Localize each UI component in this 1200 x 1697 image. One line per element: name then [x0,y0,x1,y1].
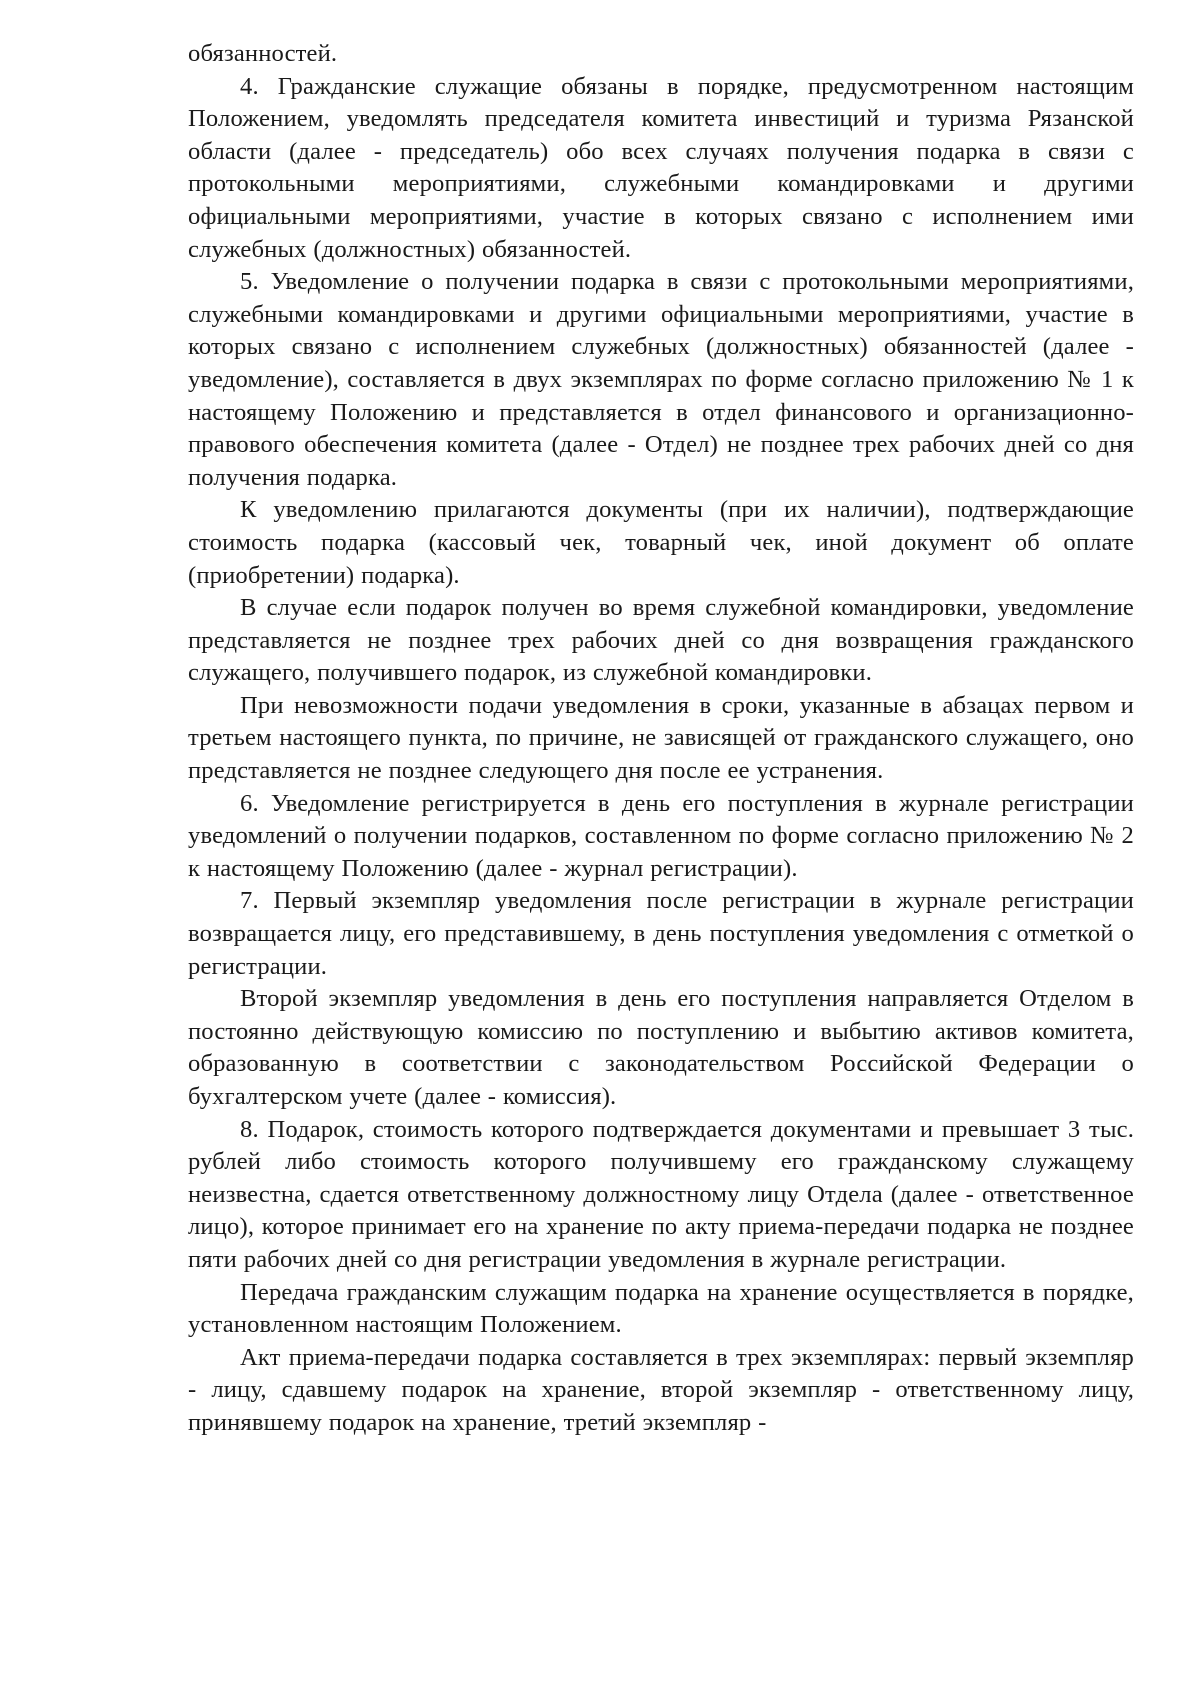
paragraph-item-6: 6. Уведомление регистрируется в день его поступления в журнале регистрации уведомлений о получении подарков, составленном по форме согласно приложению № 2 к настоящему Положению (далее - журнал регистрации). [188,789,1134,882]
paragraph-item-7: 7. Первый экземпляр уведомления после регистрации в журнале регистрации возвращается лицу, его представившему, в день поступления уведомления с отметкой о регистрации. [188,887,1134,980]
paragraph-business-trip: В случае если подарок получен во время служебной командировки, уведомление представляется не позднее трех рабочих дней со дня возвращения гражданского служащего, получившего подарок, из служебной командировки. [188,594,1134,687]
paragraph-attachments: К уведомлению прилагаются документы (при их наличии), подтверждающие стоимость подарка (кассовый чек, товарный чек, иной документ об оплате (приобретении) подарка). [188,496,1134,589]
paragraph-act: Акт приема-передачи подарка составляется в трех экземплярах: первый экземпляр - лицу, сдавшему подарок на хранение, второй экземпляр - ответственному лицу, принявшему подарок на хранение, третий экземпляр - [188,1343,1134,1436]
paragraph-continuation: обязанностей. [188,40,338,67]
paragraph-second-copy: Второй экземпляр уведомления в день его поступления направляется Отделом в постоянно действующую комиссию по поступлению и выбытию активов комитета, образованную в соответствии с законодательством Российской Федерации о бухгалтерском учете (далее - комиссия). [188,985,1134,1110]
document-body [188,38,1134,1440]
paragraph-item-8: 8. Подарок, стоимость которого подтверждается документами и превышает 3 тыс. рублей либо стоимость которого получившему его гражданскому служащему неизвестна, сдается ответственному должностному лицу Отдела (далее - ответственное лицо), которое принимает его на хранение по акту приема-передачи подарка не позднее пяти рабочих дней со дня регистрации уведомления в журнале регистрации. [188,1115,1134,1273]
paragraph-transfer: Передача гражданским служащим подарка на хранение осуществляется в порядке, установленном настоящим Положением. [188,1278,1134,1339]
paragraph-item-5: 5. Уведомление о получении подарка в связи с протокольными мероприятиями, служебными командировками и другими официальными мероприятиями, участие в которых связано с исполнением служебных (должностных) обязанностей (далее - уведомление), составляется в двух экземплярах по форме согласно приложению № 1 к настоящему Положению и представляется в отдел финансового и организационно-правового обеспечения комитета (далее - Отдел) не позднее трех рабочих дней со дня получения подарка. [188,268,1134,491]
paragraph-impossibility: При невозможности подачи уведомления в сроки, указанные в абзацах первом и третьем настоящего пункта, по причине, не зависящей от гражданского служащего, оно представляется не позднее следующего дня после ее устранения. [188,691,1134,785]
paragraph-item-4: 4. Гражданские служащие обязаны в порядке, предусмотренном настоящим Положением, уведомлять председателя комитета инвестиций и туризма Рязанской области (далее - председатель) обо всех случаях получения подарка в связи с протокольными мероприятиями, служебными командировками и другими официальными мероприятиями, участие в которых связано с исполнением ими служебных (должностных) обязанностей. [188,72,1134,263]
